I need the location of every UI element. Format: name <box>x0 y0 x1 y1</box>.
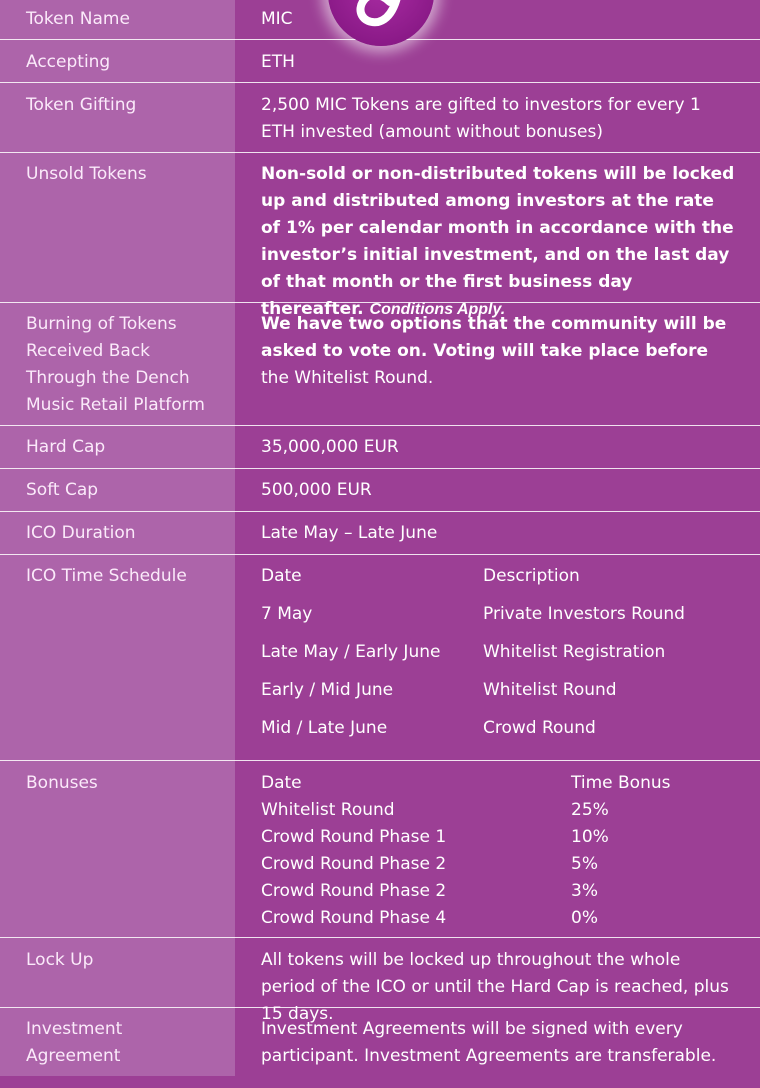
row-lock-up <box>0 938 760 1024</box>
bonus-date: Crowd Round Phase 1 <box>261 827 447 847</box>
row-value: Investment Agreements will be signed with every participant. Investment Agreements are transferable. <box>261 1019 717 1066</box>
schedule-date: Early / Mid June <box>261 680 394 700</box>
note-logo-icon <box>328 0 434 46</box>
bonus-date: Crowd Round Phase 4 <box>261 908 447 928</box>
row-value: MIC <box>261 9 293 29</box>
unsold-text: Non-sold or non-distributed tokens will be locked up and distributed among investors at the rate of 1% per calendar month in accordance with the investor’s initial investment, and on the last day of that month or the first business day thereafter. <box>261 164 735 319</box>
row-value: ETH <box>261 52 295 72</box>
row-label: Burning of Tokens Received Back Through the Dench Music Retail Platform <box>26 314 205 415</box>
row-value: 500,000 EUR <box>261 480 372 500</box>
row-label: Bonuses <box>26 773 98 793</box>
schedule-description: Whitelist Round <box>483 680 617 700</box>
row-accepting <box>0 40 760 83</box>
row-label: Hard Cap <box>26 437 106 457</box>
schedule-header-date: Date <box>261 566 302 586</box>
row-value: 35,000,000 EUR <box>261 437 399 457</box>
row-hard-cap <box>0 426 760 469</box>
row-soft-cap <box>0 469 760 512</box>
schedule-description: Whitelist Registration <box>483 642 666 662</box>
row-label: Accepting <box>26 52 111 72</box>
bonus-date: Crowd Round Phase 2 <box>261 881 447 901</box>
row-token-gifting <box>0 83 760 153</box>
row-value: Late May – Late June <box>261 523 438 543</box>
bonus-value: 0% <box>571 908 598 928</box>
row-value: All tokens will be locked up throughout the whole period of the ICO or until the Hard Cap is reached, plus 15 days. <box>261 950 729 1024</box>
row-label: Token Gifting <box>26 95 137 115</box>
burning-text-rest: the Whitelist Round. <box>261 368 434 388</box>
schedule-description: Private Investors Round <box>483 604 685 624</box>
schedule-date: Late May / Early June <box>261 642 441 662</box>
row-label: Lock Up <box>26 950 94 970</box>
row-label: ICO Time Schedule <box>26 566 187 586</box>
bonus-header-time-bonus: Time Bonus <box>571 773 671 793</box>
row-investment-agreement <box>0 1008 760 1088</box>
bonus-value: 25% <box>571 800 609 820</box>
bonus-date: Crowd Round Phase 2 <box>261 854 447 874</box>
row-value <box>261 311 736 392</box>
bonus-date: Whitelist Round <box>261 800 395 820</box>
schedule-description: Crowd Round <box>483 718 596 738</box>
schedule-date: 7 May <box>261 604 313 624</box>
row-ico-duration <box>0 512 760 555</box>
row-label: Soft Cap <box>26 480 99 500</box>
row-label: ICO Duration <box>26 523 136 543</box>
bonus-value: 10% <box>571 827 609 847</box>
row-bonuses <box>0 761 760 938</box>
row-label: Investment Agreement <box>26 1019 123 1066</box>
row-burning-tokens <box>0 303 760 426</box>
bonus-value: 3% <box>571 881 598 901</box>
row-value: 2,500 MIC Tokens are gifted to investors for every 1 ETH invested (amount without bonuses) <box>261 95 701 142</box>
row-label: Token Name <box>26 9 130 29</box>
bonus-header-date: Date <box>261 773 302 793</box>
burning-text-bold: We have two options that the community will be asked to vote on. Voting will take place before <box>261 314 727 361</box>
schedule-date: Mid / Late June <box>261 718 388 738</box>
row-value <box>261 161 736 323</box>
row-ico-time-schedule <box>0 555 760 761</box>
conditions-apply-link[interactable]: Conditions Apply. <box>369 301 506 318</box>
bonus-value: 5% <box>571 854 598 874</box>
row-label: Unsold Tokens <box>26 164 147 184</box>
row-unsold-tokens <box>0 153 760 319</box>
schedule-header-description: Description <box>483 566 580 586</box>
